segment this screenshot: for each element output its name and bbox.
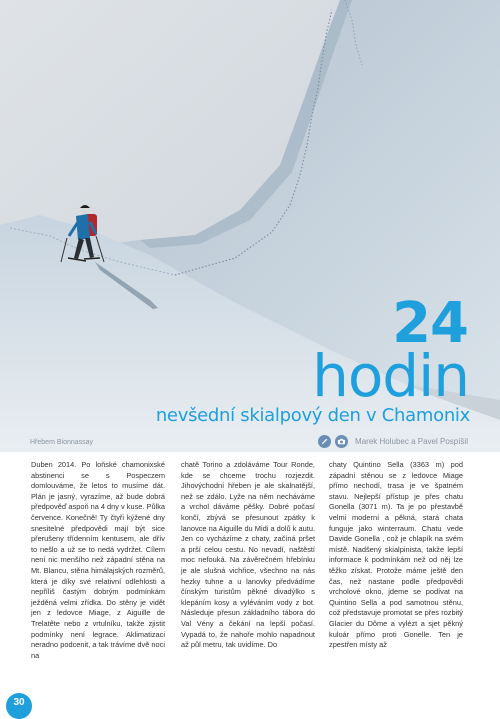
article-subtitle: nevšední skialpový den v Chamonix — [155, 405, 470, 426]
pen-icon — [318, 435, 331, 448]
photo-caption: Hřebem Bionnassay — [30, 439, 94, 446]
page-number — [6, 693, 32, 719]
column-text: chatě Torino a zdoláváme Tour Ronde, kde se chceme trochu rozjezdit. Jihovýchodní hřeben je ale skalnatější, než se zdálo. Lyže na něm necháváme a vrchol dáváme pěšky. Dobré počasí končí, zbývá se přesunout zpátky k lanovce na Aiguille du Midi a dolů k autu. Jen co vycházíme z chaty, začíná pršet a prší celou cestu. No nevadí, naštěstí moc nefouká. Na závěrečném hřebínku je ale slušná vichřice, všechno na nás hezky tuhne a u lanovky předvádíme čínským turistům pěkné divadýlko s klepáním kosy a vyléváním vody z bot. Následuje přesun základního tábora do Val Vény a čekání na lepší počasí. Vypadá to, že nahoře mohlo napadnout až půl metru, tak uvidíme. Do — [181, 460, 315, 650]
article-column-3 — [329, 460, 463, 651]
camera-icon — [335, 435, 348, 448]
page-number-text: 30 — [13, 697, 25, 708]
column-text: Duben 2014. Po loňské chamonixské abstinenci se s Pospeczem domlouváme, že letos to musíme dát. Plán je jasný, vyrazíme, až bude dobrá předpověď aspoň na 4 dny v kuse. Půlka července. Konečně! Ty čtyři kýžené dny snesitelné předpovědi mají být sice přerušeny třídenním kentusem, ale dřív to nešlo a už se to nedá vydržet. Cílem není nic menšího než západní stěna na Mt. Blancu, stěna himálajských rozměrů, která je díky své relativní odlehlosti a nepříliš častým dobrým podmínkám ježděná velmi zřídka. Do stěny je vidět jen z ledovce Miage, z Aiguille de Trelatête nebo z vrtulníku, takže zjistit podmínky není legrace. Aklimatizaci neradno podcenit, a tak trávíme dvě noci na — [31, 460, 165, 660]
article-column-1 — [31, 460, 165, 661]
title-number: 24 — [392, 291, 468, 356]
authors-text: Marek Holubec a Pavel Pospíšil — [355, 436, 468, 446]
article-column-2 — [181, 460, 315, 651]
column-text: chaty Quintino Sella (3363 m) pod západní stěnou se z ledovce Miage přímo nechodí, trasa je ve špatném stavu. Nejlepší přístup je přes chatu Gonella (3071 m). Ta je po přestavbě velmi moderní a pěkná, stará chata funguje jako winterraum. Chatu vede Davide Gonella , což je chlapík na svém místě. Nadšený skialpinista, takže lepší informace k podmínkám než od něj lze těžko získat. Protože máme ještě den čas, než nastane podle předpovědi vrcholové okno, jdeme se podívat na Quintino Sella a pod samotnou stěnu, což představuje promotat se přes rozbitý Glacier du Dôme a vylézt a sjet pěkný kuloár přímo proti Gonelle. Ten je zpestřen místy až — [329, 460, 463, 650]
byline — [318, 434, 468, 448]
title-word: hodin — [312, 342, 469, 410]
